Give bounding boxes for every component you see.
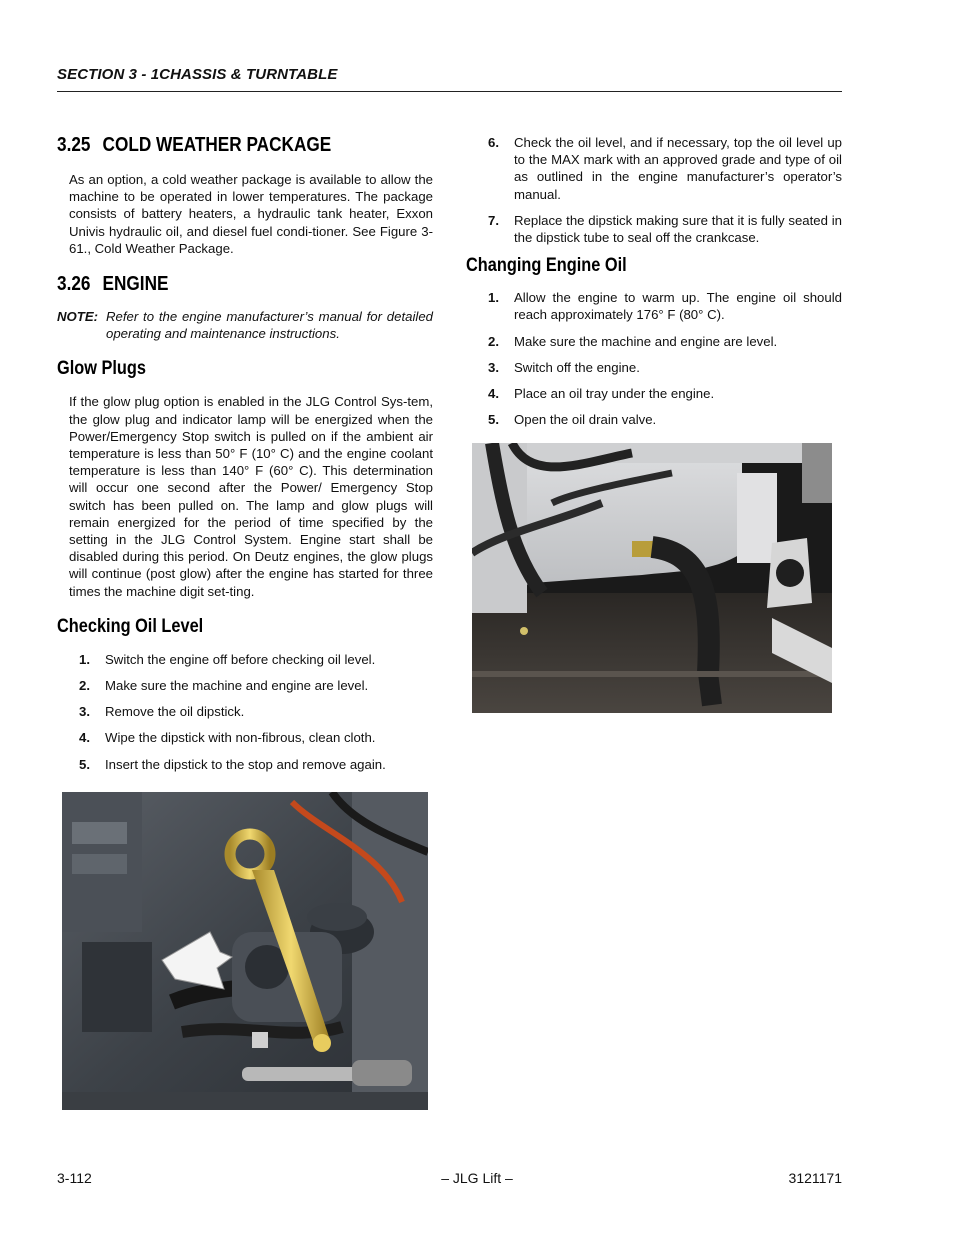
document-number: 3121171 [788, 1170, 842, 1186]
heading-3-26 [57, 273, 380, 296]
step-number: 7. [488, 212, 499, 228]
list-item [57, 703, 433, 720]
page-number: 3-112 [57, 1170, 92, 1186]
heading-3-25 [57, 134, 380, 157]
heading-3-25-title: COLD WEATHER PACKAGE [102, 134, 332, 156]
step-number: 1. [488, 290, 499, 306]
list-item [466, 411, 842, 428]
step-text: Switch the engine off before checking oil level. [105, 651, 376, 667]
step-number: 2. [488, 333, 499, 349]
step-text: Check the oil level, and if necessary, top the oil level up to the MAX mark with an approved grade and type of oil as outlined in the engine manufacturer’s operator’s manual. [514, 135, 842, 202]
step-text: Replace the dipstick making sure that it is fully seated in the dipstick tube to seal off the crankcase. [514, 212, 842, 246]
glow-plugs-body: If the glow plug option is enabled in the JLG Control Sys-tem, the glow plug and indicator lamp will be energized when the Power/Emergency Stop switch is pulled on if the ambient air temperature is less than 50° F (10° C) and the engine coolant temperature is less than 140° F (60° C). This determination will occur one second after the Power/ Emergency Stop switch has been pulled on. The lamp and glow plugs will remain energized for the period of time specified by the setting in the JLG Control System. Engine start shall be disabled during this period. On Deutz engines, the glow plugs will continue (post glow) after the engine has started for three times the machine digit set-ting. [69, 394, 433, 599]
list-item [466, 289, 842, 323]
heading-glow-plugs: Glow Plugs [57, 358, 146, 380]
note-text: Refer to the engine manufacturer’s manual for detailed operating and maintenance instructions. [106, 309, 433, 342]
heading-3-25-number: 3.25 [57, 134, 91, 156]
step-number: 4. [79, 730, 90, 746]
heading-3-26-title: ENGINE [102, 273, 169, 296]
list-item [466, 385, 842, 402]
list-item [466, 134, 842, 203]
heading-checking-oil-level: Checking Oil Level [57, 615, 204, 637]
checking-steps-continued [466, 134, 842, 246]
section-title: SECTION 3 - 1CHASSIS & TURNTABLE [57, 66, 338, 83]
list-item [466, 212, 842, 246]
step-text: Wipe the dipstick with non-fibrous, clean cloth. [105, 730, 376, 746]
cold-weather-body: As an option, a cold weather package is available to allow the machine to be operated in lower temperatures. The package consists of battery heaters, a hydraulic tank heater, Exxon Univis hydraulic oil, and diesel fuel condi-tioner. See Figure 3-61., Cold Weather Package. [69, 172, 433, 256]
left-column [57, 132, 433, 782]
checking-steps [57, 651, 433, 773]
heading-changing-engine-oil: Changing Engine Oil [466, 255, 627, 277]
list-item [57, 729, 433, 746]
step-number: 5. [488, 412, 499, 428]
list-item [57, 651, 433, 668]
step-number: 3. [488, 359, 499, 375]
list-item [57, 756, 433, 773]
step-number: 5. [79, 756, 90, 772]
step-text: Insert the dipstick to the stop and remove again. [105, 756, 386, 772]
step-text: Remove the oil dipstick. [105, 704, 245, 720]
oil-drain-photo [472, 443, 832, 713]
step-number: 2. [79, 678, 90, 694]
footer-brand: – JLG Lift – [441, 1170, 513, 1186]
note-label: NOTE: [57, 309, 99, 325]
heading-3-26-number: 3.26 [57, 273, 91, 296]
list-item [466, 333, 842, 350]
step-text: Make sure the machine and engine are level. [514, 333, 778, 349]
step-text: Allow the engine to warm up. The engine oil should reach approximately 176° F (80° C). [514, 290, 842, 323]
page-header [57, 66, 842, 92]
engine-note [57, 308, 433, 342]
list-item [57, 677, 433, 694]
step-number: 4. [488, 386, 499, 402]
step-text: Make sure the machine and engine are level. [105, 678, 369, 694]
step-number: 1. [79, 651, 90, 667]
dipstick-photo [62, 792, 428, 1110]
step-number: 3. [79, 704, 90, 720]
step-text: Place an oil tray under the engine. [514, 386, 715, 402]
step-number: 6. [488, 135, 499, 150]
list-item [466, 359, 842, 376]
step-text: Switch off the engine. [514, 359, 640, 375]
step-text: Open the oil drain valve. [514, 412, 657, 428]
right-column [466, 134, 842, 437]
changing-steps [466, 289, 842, 428]
